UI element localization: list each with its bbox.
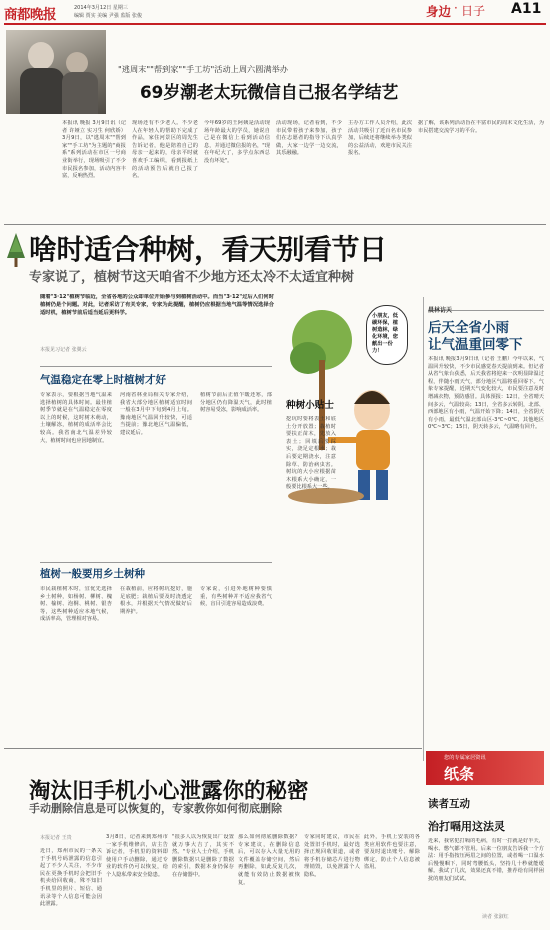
- story-divider: [4, 748, 422, 749]
- story4-col: 那么如何彻底删除数据？专家建议，在删除信息后，可以存入大量无用的文件覆盖存储空间，然后再删除，如此反复几次，就能有效防止数据被恢复。: [238, 834, 300, 886]
- story3-tag: [428, 297, 544, 314]
- story3-tag-label: 晨林访天: [428, 307, 453, 314]
- page-editors: 编辑 贾实 美编 尹强 监版 张俊: [74, 13, 142, 19]
- story3-headline-line1: 后天全省小雨: [428, 320, 509, 336]
- story1-photo: [6, 30, 106, 114]
- story1-col: 活动现场，记者看到，不少市民带着孩子来参加，孩子们在志愿者的指导下认真学做，大家一边学一边交流，其乐融融。: [276, 120, 342, 157]
- column-divider: [423, 297, 424, 761]
- story4-col: 近日，郑州市民的一条关于手机号码泄露的信息引起了不少人关注，不少市民在更换手机时会把旧手机卖给回收商，殊不知旧手机里的照片、短信、通讯录等个人信息可能会因此泄露。: [40, 848, 102, 908]
- story1-col: 据了解，该系列活动旨在丰富市民的周末文化生活，为市民搭建交流学习的平台。: [418, 120, 544, 134]
- photo-figure: [62, 72, 98, 114]
- speech-bubble-text: 小朋友，低碳环保，植树造林，绿化环境，您献出一份力！: [372, 313, 398, 354]
- column5-banner: [426, 751, 544, 785]
- sidebar-title: 种树小贴士: [286, 400, 334, 411]
- subsection-name: 日子: [461, 4, 486, 18]
- story2-col: 专家表示，要根据当地气温来选择植树的具体时间。最佳植树季节就是在气温稳定在零度以上的时候，这时树木萌动，土壤解冻，植树的成活率会比较高。我省南北气温差异较大，植树时间也应因地制宜。: [40, 392, 112, 444]
- masthead-rule: [4, 23, 546, 25]
- story1-kicker: "逃周末""帮到家""手工坊"活动上周六圆满举办: [118, 64, 288, 74]
- story1-col: 本报讯 晚报 3月9日讯（记者 许娅立 实习生 何欣娇）3月9日，以"逃周末""帮到家""手工坊"为主题的"商报系"系列活动在市区一号商业街举行，现场吸引了不少市民报名参加，活动内容丰富，反响热烈。: [62, 120, 126, 180]
- masthead: [0, 0, 550, 24]
- story2-col: 专家说，引进外地树种要慎重，有些树种并不适应我省气候，盲目引进容易造成浪费。: [200, 586, 272, 608]
- story1-col: 现场还有不少老人。不少老人在年轻人的帮助下完成了作品，家住河景区的周先生告诉记者，他是陪着自己的母亲一起来的，母亲平时就喜欢手工编织，看到报纸上的活动预告后就自己报了名。: [132, 120, 198, 180]
- story4-col: 此外，手机上安装的各类应用软件也要注意，要及时退出账号、解除绑定，防止个人信息被盗用。: [364, 834, 420, 871]
- story1-headline: 69岁潮老太玩微信自己报名学结艺: [140, 82, 399, 102]
- story2-tree-icon: [6, 232, 26, 268]
- story2-headline: 啥时适合种树，看天别看节日: [29, 233, 387, 266]
- page-number: A11: [511, 1, 542, 17]
- column5-signature: 读者 张淑红: [482, 914, 509, 920]
- story2-col: 植树节前后正值乍暖还寒，部分地区仍有降温天气，此时植树容易受冻，影响成活率。: [200, 392, 272, 414]
- story1-col: 今年69岁的王阿姨是活动现场年龄最大的学员，她说自己是在微信上看到活动信息，并通过微信报的名，"现在年纪大了，多学点东西总没有坏处"。: [204, 120, 270, 164]
- interaction-title: 读者互动: [428, 798, 470, 810]
- story4-col: 3月8日，记者来到郑州市一家手机维修店，店主告诉记者，手机里的资料即使用户手动删除，通过专业的软件仍可以恢复，给个人隐私带来安全隐患。: [106, 834, 168, 878]
- section-dot: ·: [454, 1, 458, 15]
- story2-col: 在栽植前，应将树坑挖好，施足底肥；栽植后要及时浇透定根水，并根据天气情况做好后期养护。: [120, 586, 192, 615]
- story2-section-rule: [40, 366, 272, 367]
- story4-byline: 本报记者 王贵: [40, 835, 72, 841]
- story-divider: [4, 224, 546, 225]
- section-name: 身边: [426, 4, 452, 19]
- story4-col: 专家同时建议，市民在处置旧手机时，最好选择正规回收渠道，或者将手机存储芯片进行物理销毁，以免泄露个人隐私。: [304, 834, 360, 878]
- photo-figure: [66, 52, 88, 74]
- story4-headline: 淘汰旧手机小心泄露你的秘密: [29, 779, 309, 804]
- column5-body: 近来，我常犯打嗝的毛病，有时一打就是好半天，喝水、憋气都不管用。后来一位朋友告诉我一个方法：用手指按压两眉之间的位置，或者喝一口温水后慢慢咽下，同时弯腰低头，坚持几十秒就能缓解。我试了几次，效果还真不错，推荐给有同样困扰的朋友们试试。: [428, 838, 544, 882]
- photo-figure: [28, 42, 54, 70]
- story2-byline: 本报见习记者 张翼云: [40, 347, 87, 353]
- story3-headline-line2: 让气温重回零下: [428, 337, 523, 353]
- story2-section-rule: [40, 562, 272, 563]
- photo-figure: [20, 68, 64, 114]
- story2-section1: 气温稳定在零上时植树才好: [40, 374, 166, 386]
- story4-subhead: 手动删除信息是可以恢复的，专家教你如何彻底删除: [29, 802, 282, 815]
- banner-big-text: 纸条: [444, 765, 475, 783]
- story4-col: "很多人以为恢复出厂设置就万事大吉了，其实不然。"专业人士介绍，手机删除数据只是删除了数据的索引，数据本身仍保存在存储器中。: [172, 834, 234, 878]
- story2-section2: 植树一般要用乡土树种: [40, 568, 145, 580]
- story1-col: 主办方工作人员介绍，此次活动共吸引了近百名市民参加，后续还将继续举办类似的公益活动，欢迎市民关注报名。: [348, 120, 412, 157]
- sidebar-body: 挖坑时要将表土和底土分开放置；栽植时要扶正苗木，先放入表土；回填后要踩实，浇足定根水；栽后要定期浇水，注意除草、防治病虫害。树坑的大小应根据苗木根系大小确定，一般要比根系大一些。: [286, 416, 336, 491]
- piece-title: 治打嗝用这法灵: [428, 820, 505, 833]
- banner-small-text: 您的专属家居资讯: [444, 755, 486, 761]
- story2-subhead: 专家说了，植树节这天咱省不少地方还太冷不太适宜种树: [29, 270, 355, 285]
- story2-col: 市民栽植树木时，宜优先选择乡土树种，如杨树、柳树、槐树、榆树、泡桐、桃树、银杏等，这些树种适应本地气候，成活率高，管理相对容易。: [40, 586, 112, 623]
- story3-body: 本报讯 晚报3月9日讯（记者 王鹏）今年以来，气温回升较快，不少市民感觉春天提前到来。但记者从省气象台获悉，后天我省将迎来一次明显降温过程，伴随小雨天气，部分地区气温将重回零下。气象专家提醒，近期天气变化较大，市民要注意及时增减衣物，预防感冒。具体预报：12日，全省晴天间多云，气温较高；13日，全省多云转阴，北部、西部地区有小雨，气温开始下降；14日，全省阴天有小雨，最低气温北部山区-3℃~0℃，其他地区0℃~3℃；15日，阴天转多云，气温略有回升。: [428, 356, 544, 431]
- issue-date: 2014年3月12日 星期三: [74, 5, 128, 11]
- newspaper-logo: 商都晚报: [4, 7, 56, 23]
- story2-lead: 随着"3·12"植树节临近，全省各地的公众却单位开始参与到植树活动中。而当"3·12"过后人们何时植树仍是个问题。对此，记者采访了有关专家，专家为此提醒，植树仍应根据当地气温等情况选择合适时机，植树节前后适当延后更科学。: [40, 294, 274, 316]
- story2-col: 河南省林业局相关专家介绍，我省大部分地区植树适宜时间一般在3月中下旬到4月上旬。豫南地区气温回升较快，可适当提前；豫北地区气温偏低，建议延后。: [120, 392, 192, 436]
